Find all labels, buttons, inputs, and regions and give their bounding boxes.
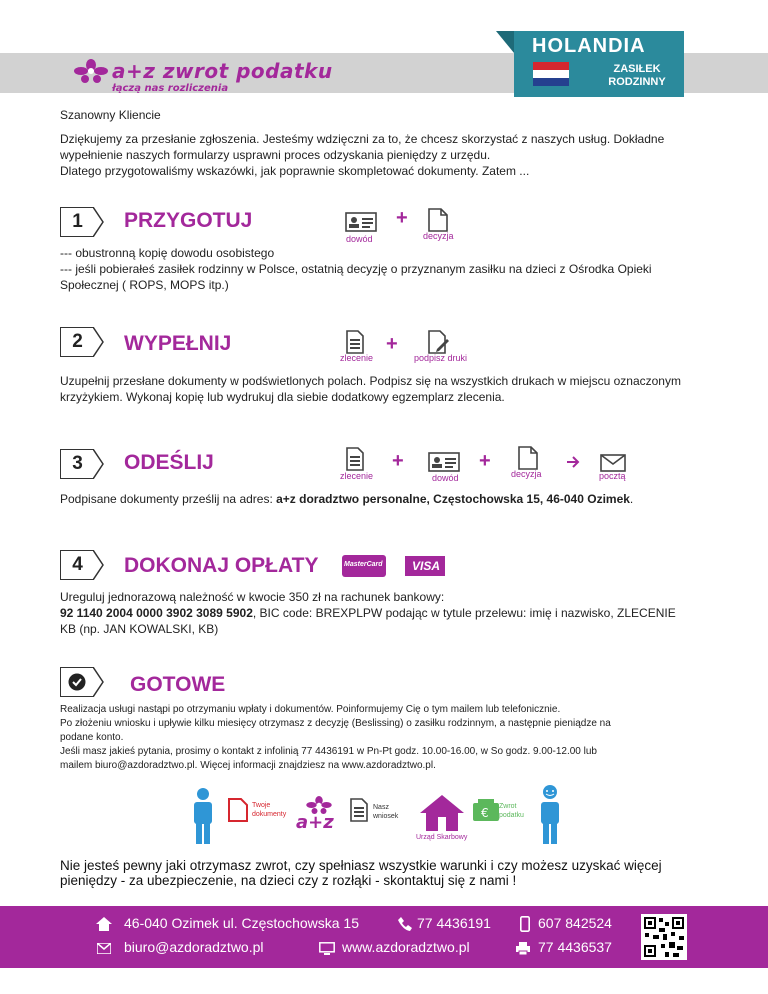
step-2-text — [60, 373, 750, 405]
plus-icon: + — [479, 450, 491, 472]
done-line: mailem biuro@azdoradztwo.pl. Więcej informacji znajdziesz na www.azdoradztwo.pl. — [60, 760, 436, 771]
logo-text: a+z zwrot podatku — [112, 59, 333, 83]
form-icon — [346, 330, 364, 354]
step-number: 1 — [60, 207, 94, 237]
document-icon — [428, 208, 448, 232]
step-3-marker — [60, 449, 104, 479]
your-documents-label: Twoje dokumenty — [252, 802, 287, 818]
our-application-label: Nasz wniosek — [373, 804, 399, 820]
step-4-marker — [60, 550, 104, 580]
benefit-label — [597, 63, 677, 89]
fax-icon — [516, 942, 530, 955]
done-line: Jeśli masz jakieś pytania, prosimy o kontakt z infolinią 77 4436191 w Pn-Pt godz. 10.00-16.00, w So godz. 9.00-12.00 lub — [60, 746, 597, 757]
house-icon — [418, 793, 466, 833]
step-2-marker — [60, 327, 104, 357]
plus-icon: + — [396, 207, 408, 229]
person-icon — [190, 788, 216, 844]
step-number: 2 — [60, 327, 94, 357]
step-2-title: WYPEŁNIJ — [124, 332, 232, 355]
footer — [0, 906, 768, 968]
done-line: Po złożeniu wniosku i upływie kilku miesięcy otrzymasz z decyzję (Beslissing) o zasiłku rodzinnym, a następnie pieniądze na — [60, 718, 611, 729]
arrow-right-icon — [566, 455, 580, 469]
footer-fax: 77 4436537 — [538, 939, 612, 955]
step-number: 4 — [60, 550, 94, 580]
monitor-icon — [319, 942, 335, 955]
intro-line: Dlatego przygotowaliśmy wskazówki, jak poprawnie skompletować dokumenty. Zatem ... — [60, 164, 530, 178]
envelope-icon — [600, 454, 626, 472]
footer-website[interactable]: www.azdoradztwo.pl — [342, 939, 470, 955]
step-3-text — [60, 491, 633, 507]
visa-logo-icon — [405, 556, 445, 576]
footer-email[interactable]: biuro@azdoradztwo.pl — [124, 939, 264, 955]
country-name: HOLANDIA — [532, 35, 646, 57]
document-icon — [228, 798, 248, 822]
id-card-icon — [345, 212, 377, 232]
step-text-line — [60, 605, 750, 621]
sign-document-icon — [428, 330, 450, 354]
bank-account-number: 92 1140 2004 0000 3902 3089 5902 — [60, 606, 253, 620]
plus-icon: + — [386, 333, 398, 355]
flower-logo-icon — [74, 59, 108, 83]
icon-caption: dowód — [432, 473, 459, 483]
icon-caption: pocztą — [599, 471, 626, 481]
logo-tagline: łączą nas rozliczenia — [112, 83, 229, 94]
step-4-title: DOKONAJ OPŁATY — [124, 554, 319, 577]
step-text: , BIC code: BREXPLPW podając w tytule przelewu: imię i nazwisko, ZLECENIE — [252, 606, 676, 620]
step-number: 3 — [60, 449, 94, 479]
chevron-right-icon — [93, 327, 105, 357]
chevron-right-icon — [93, 550, 105, 580]
footer-mobile[interactable]: 607 842524 — [538, 915, 612, 931]
step-text: Podpisane dokumenty prześlij na adres: — [60, 492, 277, 506]
chevron-right-icon — [93, 449, 105, 479]
home-icon — [96, 917, 112, 931]
done-line: podane konto. — [60, 732, 124, 743]
intro-paragraph — [60, 131, 740, 179]
icon-caption: podpisz druki — [414, 353, 468, 363]
step-text-line: --- obustronną kopię dowodu osobistego — [60, 246, 275, 260]
step-text-line: Uzupełnij przesłane dokumenty w podświetlonych polach. Podpisz się na wszystkich drukach w miejscu oznaczonym — [60, 374, 681, 388]
greeting: Szanowny Kliencie — [60, 108, 161, 122]
done-text — [60, 703, 750, 773]
intro-line: wypełnienie naszych formularzy usprawni proces odzyskania pieniędzy z urzędu. — [60, 148, 491, 162]
checkmark-icon — [68, 673, 86, 691]
step-3-title: ODEŚLIJ — [124, 451, 214, 474]
done-title: GOTOWE — [130, 673, 226, 696]
chevron-right-icon — [93, 667, 105, 697]
cta-text — [60, 858, 750, 888]
mobile-icon — [520, 916, 530, 932]
step-text-line: KB (np. JAN KOWALSKI, KB) — [60, 622, 219, 636]
icon-caption: dowód — [346, 234, 373, 244]
step-4-text — [60, 589, 750, 637]
mail-icon — [97, 943, 111, 954]
icon-caption: decyzja — [511, 469, 542, 479]
done-line: Realizacja usługi nastąpi po otrzymaniu wpłaty i dokumentów. Poinformujemy Cię o tym mailem lub telefonicznie. — [60, 704, 561, 715]
icon-caption: decyzja — [423, 231, 454, 241]
step-text: . — [629, 492, 634, 506]
svg-text:€: € — [481, 806, 489, 820]
chevron-right-icon — [93, 207, 105, 237]
done-marker — [60, 667, 104, 697]
step-text-line: Ureguluj jednorazową należność w kwocie 350 zł na rachunek bankowy: — [60, 590, 445, 604]
step-1-title: PRZYGOTUJ — [124, 209, 253, 232]
tax-refund-label: Zwrot podatku — [499, 803, 524, 819]
mailing-address: a+z doradztwo personalne, Częstochowska 15, 46-040 Ozimek — [276, 492, 630, 506]
step-text-line: --- jeśli pobierałeś zasiłek rodzinny w Polsce, ostatnią decyzję o przyznanym zasiłku na dzieci z Ośrodka Opieki — [60, 262, 652, 276]
benefit-line-1: ZASIŁEK — [613, 63, 661, 75]
step-1-text — [60, 245, 750, 293]
card-name: VISA — [412, 559, 441, 573]
benefit-line-2: RODZINNY — [608, 76, 666, 88]
form-icon — [346, 447, 364, 471]
netherlands-flag-icon — [533, 62, 569, 86]
footer-phone[interactable]: 77 4436191 — [417, 915, 491, 931]
document-icon — [518, 446, 538, 470]
step-1-marker — [60, 207, 104, 237]
intro-line: Dziękujemy za przesłanie zgłoszenia. Jesteśmy wdzięczni za to, że chcesz skorzystać z naszych usług. Dokładne — [60, 132, 665, 146]
tax-office-label: Urząd Skarbowy — [416, 834, 468, 841]
form-icon — [350, 798, 368, 822]
mastercard-logo-icon — [342, 555, 386, 577]
wallet-euro-icon — [472, 798, 500, 822]
step-text-line: krzyżykiem. Wykonaj kopię lub wydrukuj dla siebie dodatkowy egzemplarz zlecenia. — [60, 390, 505, 404]
phone-icon — [398, 917, 412, 931]
flow-logo: a+z — [296, 812, 334, 833]
icon-caption: zlecenie — [340, 471, 374, 481]
step-text-line: Społecznej ( ROPS, MOPS itp.) — [60, 278, 229, 292]
icon-caption: zlecenie — [340, 353, 374, 363]
id-card-icon — [428, 452, 460, 472]
cta-line: Nie jesteś pewny jaki otrzymasz zwrot, czy spełniasz wszystkie warunki i czy możesz uzyskać więcej — [60, 858, 662, 873]
card-name: MasterCard — [344, 561, 383, 568]
cta-line: pieniędzy - za ubezpieczenie, na dzieci czy z rozłąki - skontaktuj się z nami ! — [60, 873, 517, 888]
plus-icon: + — [392, 450, 404, 472]
happy-person-icon — [537, 784, 563, 844]
ribbon-fold — [496, 31, 514, 53]
qr-code-icon[interactable] — [641, 914, 687, 960]
footer-address: 46-040 Ozimek ul. Częstochowska 15 — [124, 915, 359, 931]
